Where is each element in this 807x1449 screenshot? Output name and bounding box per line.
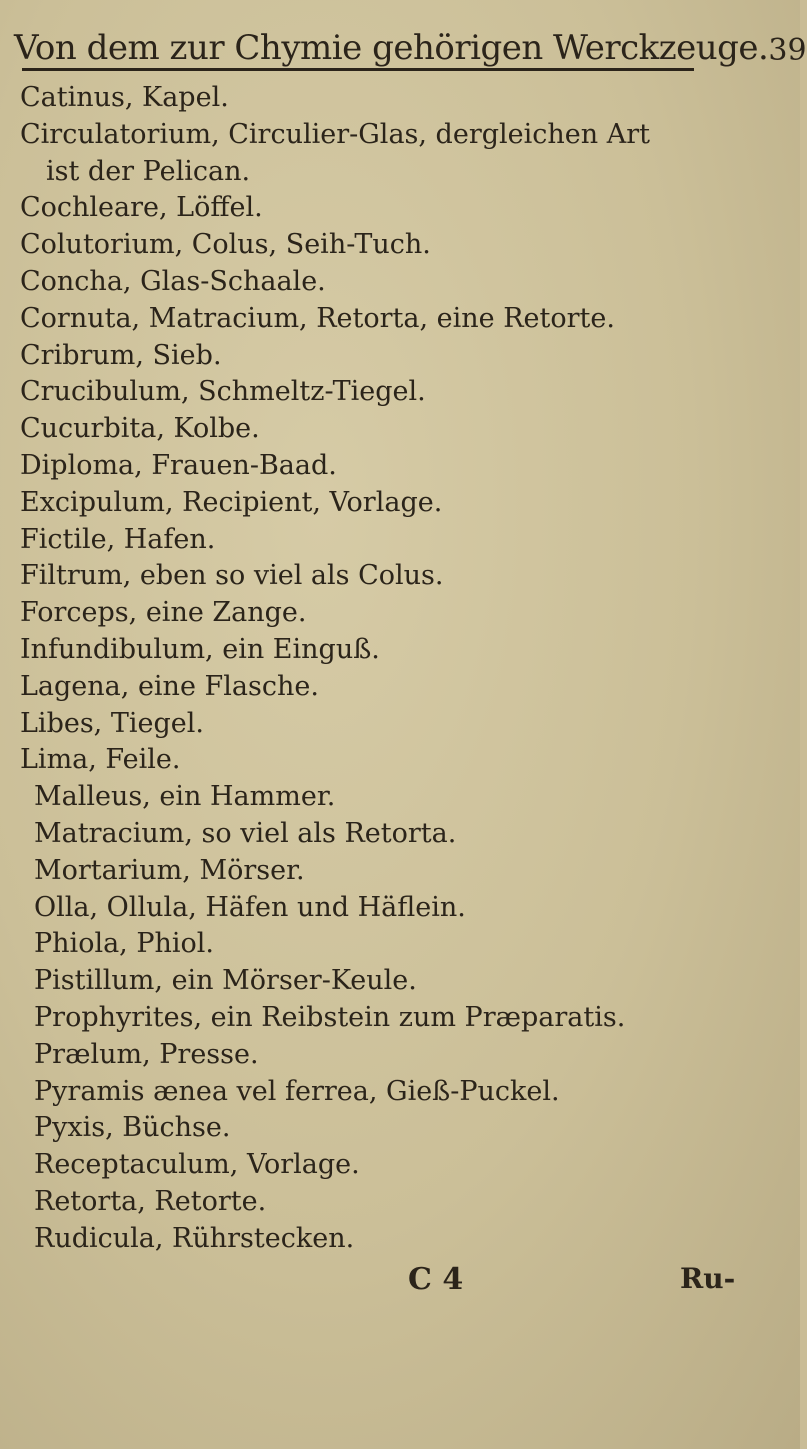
glossary-entry: Lima, Feile. xyxy=(20,744,181,776)
glossary-entry: Pistillum, ein Mörser-Keule. xyxy=(34,965,417,997)
glossary-entry: Pyramis ænea vel ferrea, Gieß-Puckel. xyxy=(34,1075,560,1107)
glossary-entry: Cribrum, Sieb. xyxy=(20,339,222,371)
glossary-entry: Fictile, Hafen. xyxy=(20,523,216,555)
glossary-entry: Excipulum, Recipient, Vorlage. xyxy=(20,486,443,518)
glossary-entry: Cornuta, Matracium, Retorta, eine Retorte. xyxy=(20,302,615,334)
glossary-entry: Malleus, ein Hammer. xyxy=(34,781,336,813)
signature-mark: C 4 xyxy=(408,1262,464,1297)
glossary-entry: Phiola, Phiol. xyxy=(34,928,215,960)
glossary-entry: Prophyrites, ein Reibstein zum Præparatis. xyxy=(34,1001,626,1033)
page-footer xyxy=(0,1262,800,1310)
glossary-entry: Cochleare, Löffel. xyxy=(20,192,263,224)
glossary-entry: Crucibulum, Schmeltz-Tiegel. xyxy=(20,376,426,408)
glossary-entry: Lagena, eine Flasche. xyxy=(20,670,319,702)
glossary-entry: Diploma, Frauen-Baad. xyxy=(20,449,337,481)
glossary-entry: Retorta, Retorte. xyxy=(34,1185,267,1217)
glossary-entry: Matracium, so viel als Retorta. xyxy=(34,817,457,849)
glossary-entry: Mortarium, Mörser. xyxy=(34,854,305,886)
glossary-entry: Colutorium, Colus, Seih-Tuch. xyxy=(20,229,431,261)
glossary-entry: Filtrum, eben so viel als Colus. xyxy=(20,560,444,592)
glossary-entry: Rudicula, Rührstecken. xyxy=(34,1222,355,1254)
running-title: Von dem zur Chymie gehörigen Werckzeuge. xyxy=(14,28,769,68)
glossary-entry: Pyxis, Büchse. xyxy=(34,1112,231,1144)
running-header xyxy=(14,14,807,68)
glossary-entry: Infundibulum, ein Einguß. xyxy=(20,633,380,665)
glossary-entry: Libes, Tiegel. xyxy=(20,707,204,739)
glossary-list xyxy=(20,80,790,1258)
glossary-entry: Olla, Ollula, Häfen und Häflein. xyxy=(34,891,466,923)
glossary-entry: Catinus, Kapel. xyxy=(20,82,229,113)
glossary-entry: Cucurbita, Kolbe. xyxy=(20,413,260,445)
catchword: Ru- xyxy=(680,1262,736,1295)
glossary-entry: Forceps, eine Zange. xyxy=(20,597,307,629)
glossary-entry: Receptaculum, Vorlage. xyxy=(34,1149,360,1181)
glossary-entry: Concha, Glas-Schaale. xyxy=(20,265,326,297)
glossary-entry-continuation: ist der Pelican. xyxy=(46,155,251,187)
glossary-entry: Prælum, Presse. xyxy=(34,1038,259,1070)
page-number: 39 xyxy=(768,33,807,68)
glossary-entry: Circulatorium, Circulier-Glas, dergleichen Art xyxy=(20,118,650,150)
header-rule xyxy=(22,68,694,71)
